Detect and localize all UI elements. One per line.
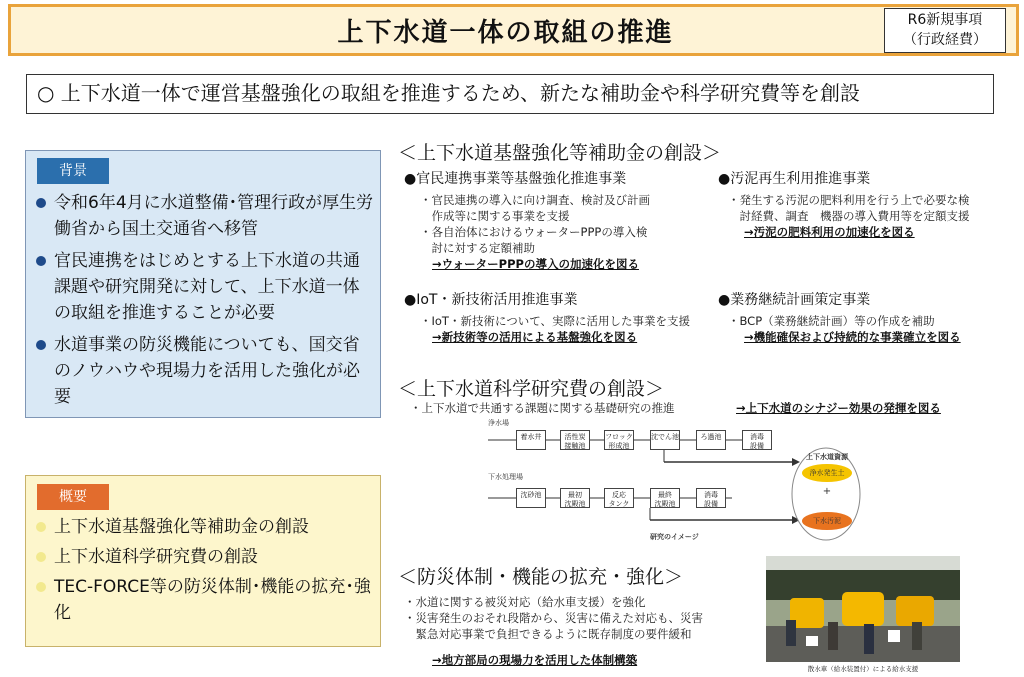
overview-item: 上下水道科学研究費の創設: [36, 544, 376, 570]
disaster-bullet: 緊急対応事業で負担できるように既存制度の要件緩和: [404, 627, 692, 641]
water-plant-label: 浄水場: [488, 419, 509, 427]
background-item: 官民連携をはじめとする上下水道の共通課題や研究開発に対して、上下水道一体の取組を推進することが必要: [36, 248, 376, 326]
sewer-box: 沈砂池: [516, 488, 546, 508]
section-bullet: ・IoT・新技術について、実際に活用した事業を支援: [420, 314, 690, 328]
section-title: ●汚泥再生利用推進事業: [718, 171, 871, 187]
bullet-icon: [36, 552, 46, 562]
sewer-box: 最初 沈殿池: [560, 488, 590, 508]
section-bullet: ・官民連携の導入に向け調査、検討及び計画: [420, 193, 650, 207]
research-bullet: ・上下水道で共通する課題に関する基礎研究の推進: [410, 401, 675, 415]
bullet-icon: [36, 198, 46, 208]
subsidy-heading: ＜上下水道基盤強化等補助金の創設＞: [398, 142, 722, 164]
water-box: 着水井: [516, 430, 546, 450]
section-bullet: ・発生する汚泥の肥料利用を行う上で必要な検: [728, 193, 970, 207]
background-item: 令和6年4月に水道整備･管理行政が厚生労働省から国土交通省へ移管: [36, 190, 376, 242]
summary-banner: ○ 上下水道一体で運営基盤強化の取組を推進するため、新たな補助金や科学研究費等を創設: [26, 74, 994, 114]
background-list: [36, 190, 376, 416]
background-label: 背景: [37, 158, 109, 184]
bullet-icon: [36, 582, 46, 592]
water-box: 活性炭 接触池: [560, 430, 590, 450]
section-arrow: →機能確保および持続的な事業確立を図る: [744, 330, 961, 344]
water-box: フロック 形成池: [604, 430, 634, 450]
research-heading: ＜上下水道科学研究費の創設＞: [398, 378, 665, 400]
section-title: ●業務継続計画策定事業: [718, 292, 871, 308]
tag-line-1: R6新規事項: [907, 12, 983, 28]
water-box: ろ過池: [696, 430, 726, 450]
sewer-box: 最終 沈殿池: [650, 488, 680, 508]
bullet-icon: [36, 522, 46, 532]
subsidy-section-ppp: [404, 168, 719, 272]
research-arrow: →上下水道のシナジー効果の発揮を図る: [736, 401, 941, 415]
subsidy-section-bcp: [718, 289, 1018, 345]
section-bullet: 討に対する定額補助: [420, 241, 535, 255]
overview-label: 概要: [37, 484, 109, 510]
bullet-icon: [36, 340, 46, 350]
section-bullet: 討経費、調査 機器の導入費用等を定額支援: [728, 209, 970, 223]
photo-illustration: [766, 556, 960, 662]
photo-caption: 散水車（給水装置付）による給水支援: [807, 665, 919, 673]
subsidy-section-sludge: [718, 168, 1018, 240]
section-title: ●官民連携事業等基盤強化推進事業: [404, 171, 627, 187]
sewer-box: 消毒 設備: [696, 488, 726, 508]
disaster-bullets: [404, 594, 703, 642]
bullet-icon: [36, 256, 46, 266]
section-arrow: →新技術等の活用による基盤強化を図る: [432, 330, 638, 344]
resource-bottom: 下水汚泥: [802, 512, 852, 530]
tag-line-2: （行政経費）: [903, 32, 987, 48]
sewer-box: 反応 タンク: [604, 488, 634, 508]
overview-item: 上下水道基盤強化等補助金の創設: [36, 514, 376, 540]
water-truck-photo: [766, 556, 960, 662]
section-bullet: ・BCP（業務継続計画）等の作成を補助: [728, 314, 935, 328]
background-item: 水道事業の防災機能についても、国交省のノウハウや現場力を活用した強化が必要: [36, 332, 376, 410]
sewer-plant-label: 下水処理場: [488, 473, 523, 481]
resource-plus: +: [822, 486, 832, 497]
section-arrow: →汚泥の肥料利用の加速化を図る: [744, 225, 915, 239]
disaster-bullet: ・水道に関する被災対応（給水車支援）を強化: [404, 595, 646, 609]
section-title: ●IoT・新技術活用推進事業: [404, 292, 578, 308]
subsidy-section-iot: [404, 289, 719, 345]
overview-item: TEC-FORCE等の防災体制･機能の拡充･強化: [36, 574, 376, 626]
water-box: 沈でん池: [650, 430, 680, 450]
disaster-heading: ＜防災体制・機能の拡充・強化＞: [398, 566, 684, 588]
water-box: 消毒 設備: [742, 430, 772, 450]
resource-top: 浄水発生土: [802, 464, 852, 482]
budget-tag: [884, 8, 1006, 53]
page-title: 上下水道一体の取組の推進: [337, 18, 674, 48]
diagram-caption: 研究のイメージ: [650, 533, 699, 541]
section-arrow: →ウォーターPPPの導入の加速化を図る: [432, 257, 639, 271]
research-diagram: [484, 416, 864, 544]
disaster-arrow: →地方部局の現場力を活用した体制構築: [432, 653, 638, 667]
overview-list: [36, 514, 376, 630]
disaster-bullet: ・災害発生のおそれ段階から、災害に備えた対応も、災害: [404, 611, 703, 625]
section-bullet: 作成等に関する事業を支援: [420, 209, 570, 223]
section-bullet: ・各自治体におけるウォーターPPPの導入検: [420, 225, 648, 239]
resource-title: 上下水道資源: [806, 453, 848, 461]
